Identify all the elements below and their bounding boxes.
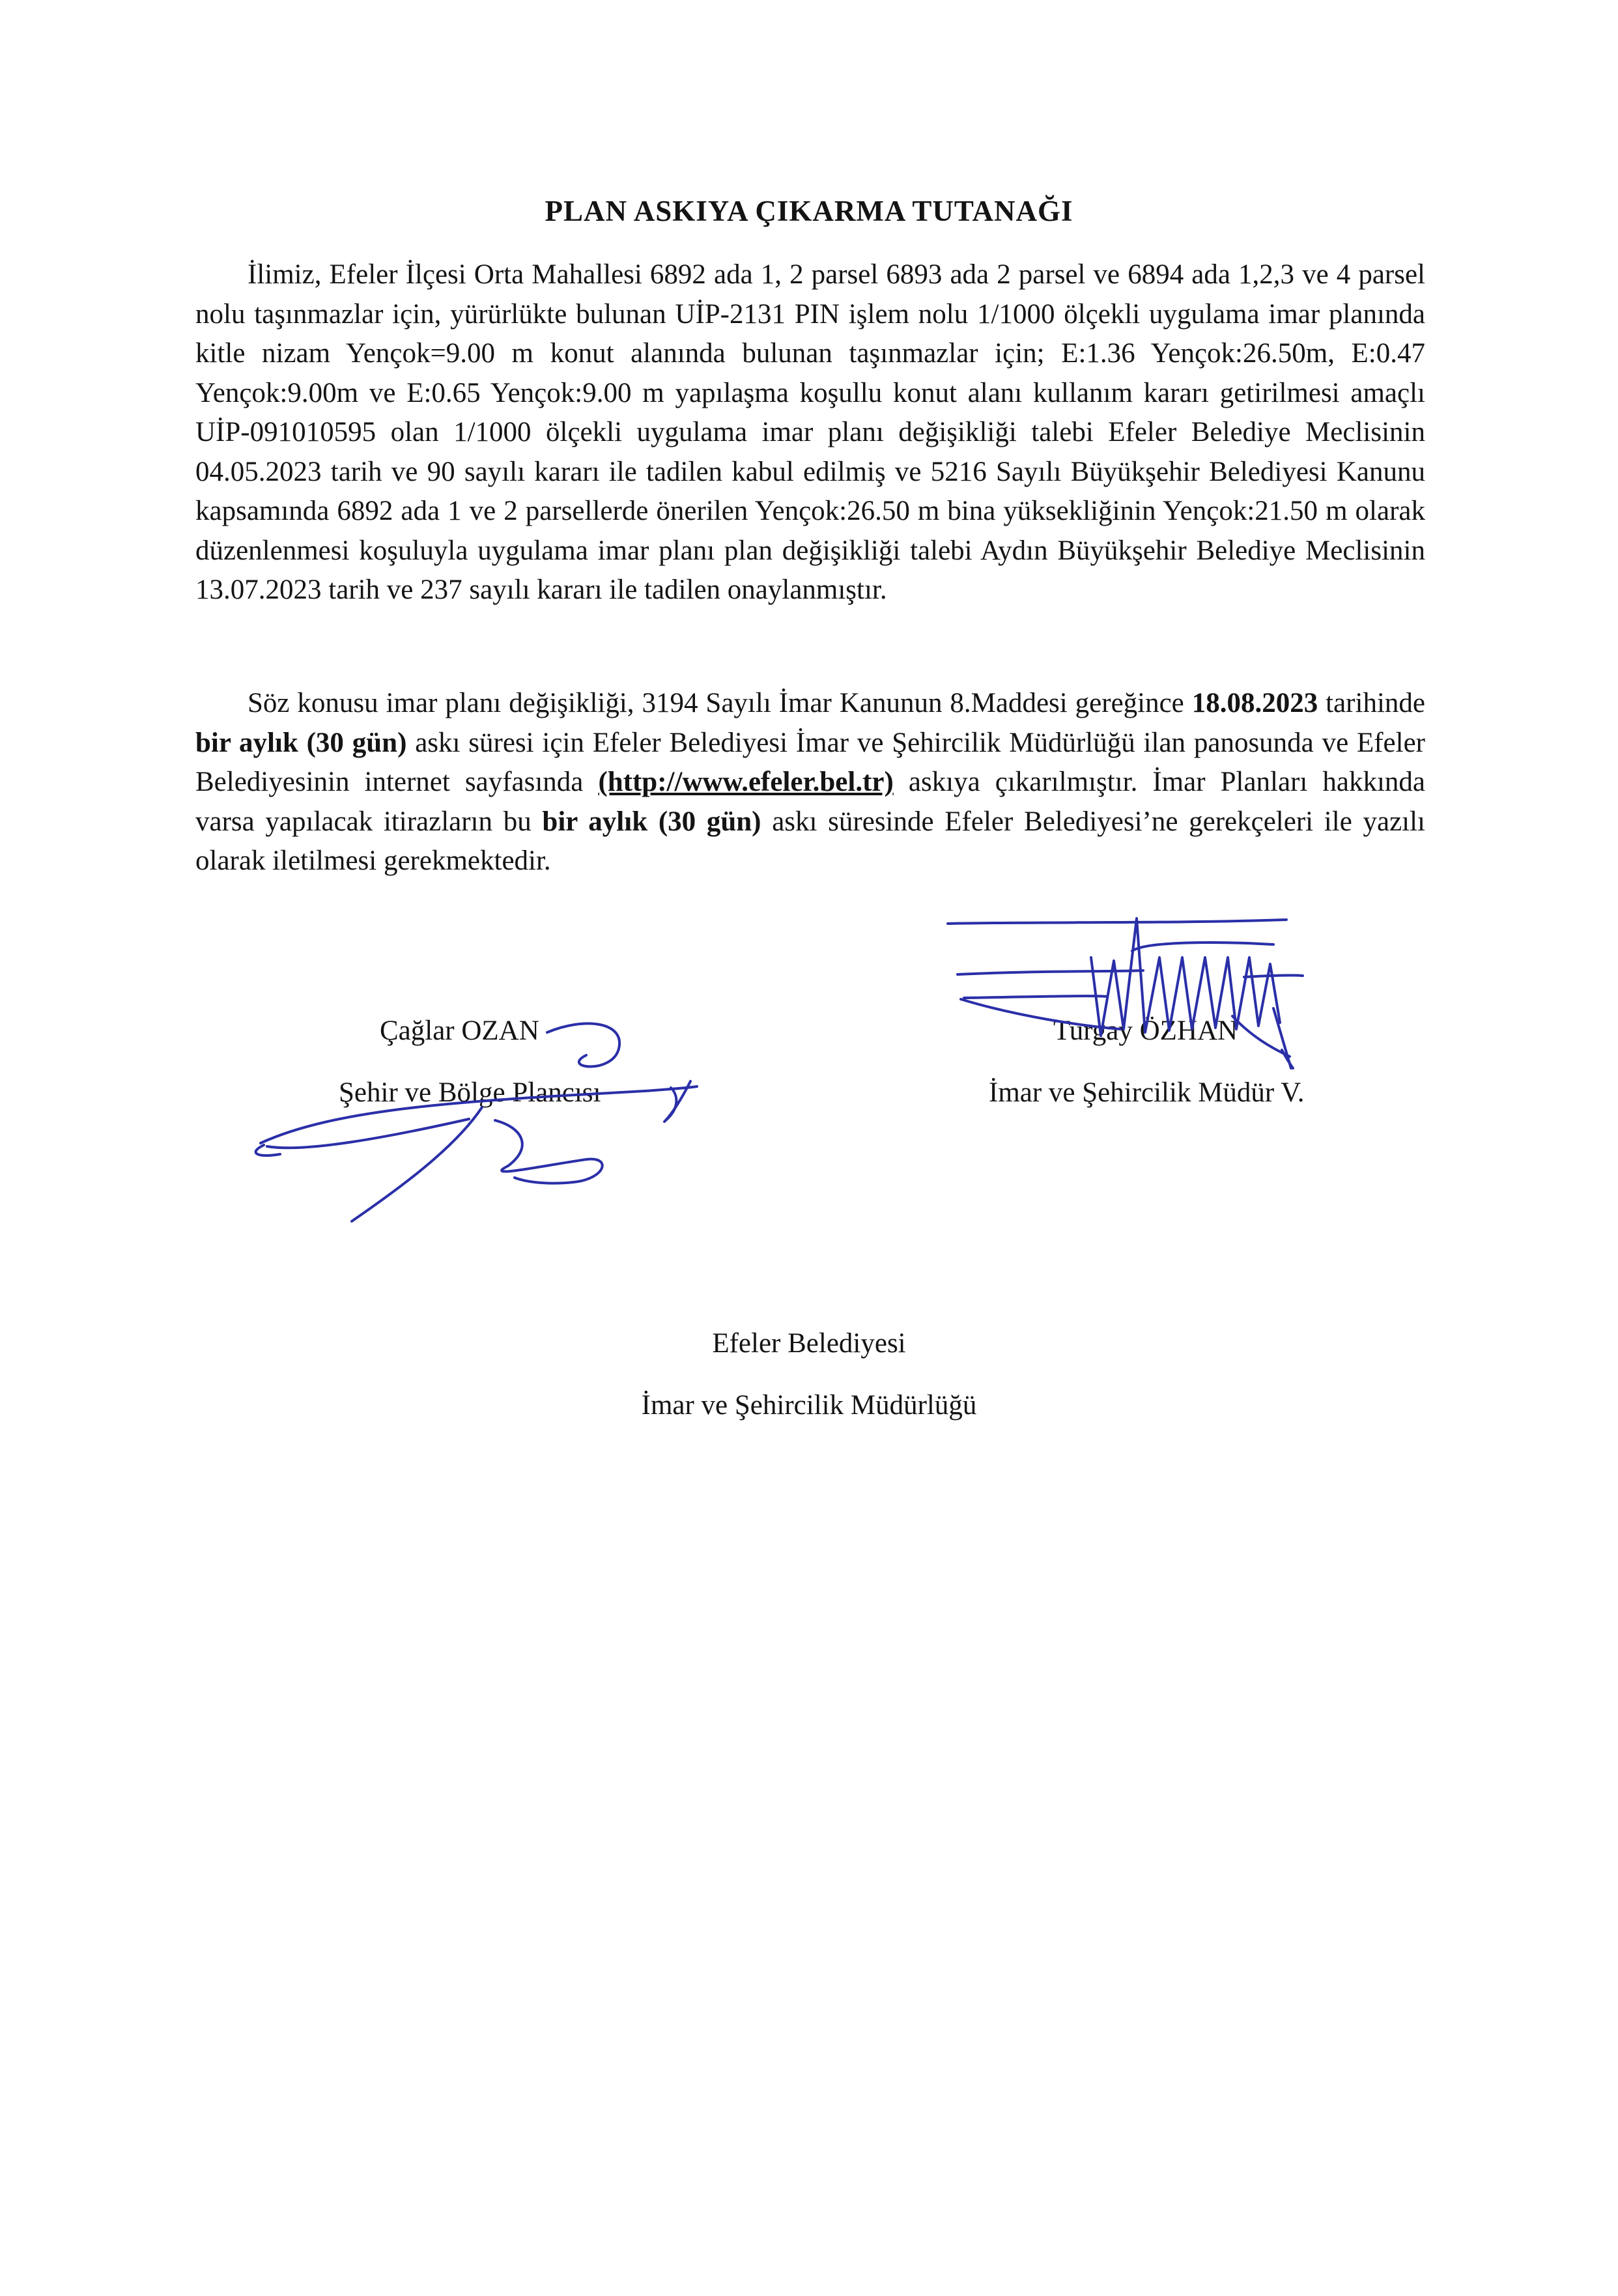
- municipality-website-link[interactable]: (http://www.efeler.bel.tr): [598, 767, 894, 797]
- left-signatory-role: Şehir ve Bölge Plancısı: [339, 1077, 601, 1108]
- body-paragraph-2: [195, 684, 1425, 881]
- left-signature-ink: [256, 1023, 697, 1221]
- posting-date: 18.08.2023: [1191, 688, 1318, 718]
- document-title: PLAN ASKIYA ÇIKARMA TUTANAĞI: [545, 195, 1073, 227]
- posting-duration: bir aylık (30 gün): [195, 727, 407, 758]
- paragraph-2-text-e: askı süresinde Efeler Belediyesi’ne gerekçeleri ile yazılı olarak iletilmesi gerekmektedir.: [195, 806, 1426, 876]
- right-signatory-name: Turgay ÖZHAN: [1053, 1015, 1238, 1046]
- footer-department: İmar ve Şehircilik Müdürlüğü: [641, 1390, 977, 1421]
- paragraph-1-text: İlimiz, Efeler İlçesi Orta Mahallesi 6892 ada 1, 2 parsel 6893 ada 2 parsel ve 6894 ada 1,2,3 ve 4 parsel nolu taşınmazlar için, yürürlükte bulunan UİP-2131 PIN işlem nolu 1/1000 ölçekli uygulama imar planında kitle nizam Yençok=9.00 m konut alanında bulunan taşınmazlar için; E:1.36 Yençok:26.50m, E:0.47 Yençok:9.00m ve E:0.65 Yençok:9.00 m yapılaşma koşullu konut alanı kullanım kararı getirilmesi amaçlı UİP-091010595 olan 1/1000 ölçekli uygulama imar planı değişikliği talebi Efeler Belediye Meclisinin 04.05.2023 tarih ve 90 sayılı kararı ile tadilen kabul edilmiş ve 5216 Sayılı Büyükşehir Belediyesi Kanunu kapsamında 6892 ada 1 ve 2 parsellerde önerilen Yençok:26.50 m bina yüksekliğinin Yençok:21.50 m olarak düzenlenmesi koşuluyla uygulama imar planı plan değişikliği talebi Aydın Büyükşehir Belediye Meclisinin 13.07.2023 tarih ve 237 sayılı kararı ile tadilen onaylanmıştır.: [195, 259, 1425, 605]
- paragraph-2-text-d: askıya çıkarılmıştır. İmar Planları hakkında varsa yapılacak itirazların bu: [195, 767, 1425, 837]
- left-signatory-name: Çağlar OZAN: [380, 1015, 539, 1046]
- footer-organization: Efeler Belediyesi: [712, 1328, 906, 1359]
- body-paragraph-1: [195, 255, 1425, 610]
- right-signatory-role: İmar ve Şehircilik Müdür V.: [989, 1077, 1305, 1108]
- paragraph-2-text-c: askı süresi için Efeler Belediyesi İmar ve Şehircilik Müdürlüğü ilan panosunda ve Efeler Belediyesinin internet sayfasında: [195, 727, 1425, 797]
- paragraph-2-text-b: tarihinde: [1318, 688, 1425, 718]
- paragraph-2-text-a: Söz konusu imar planı değişikliği, 3194 Sayılı İmar Kanunun 8.Maddesi gereğince: [248, 688, 1192, 718]
- objection-duration: bir aylık (30 gün): [542, 806, 761, 837]
